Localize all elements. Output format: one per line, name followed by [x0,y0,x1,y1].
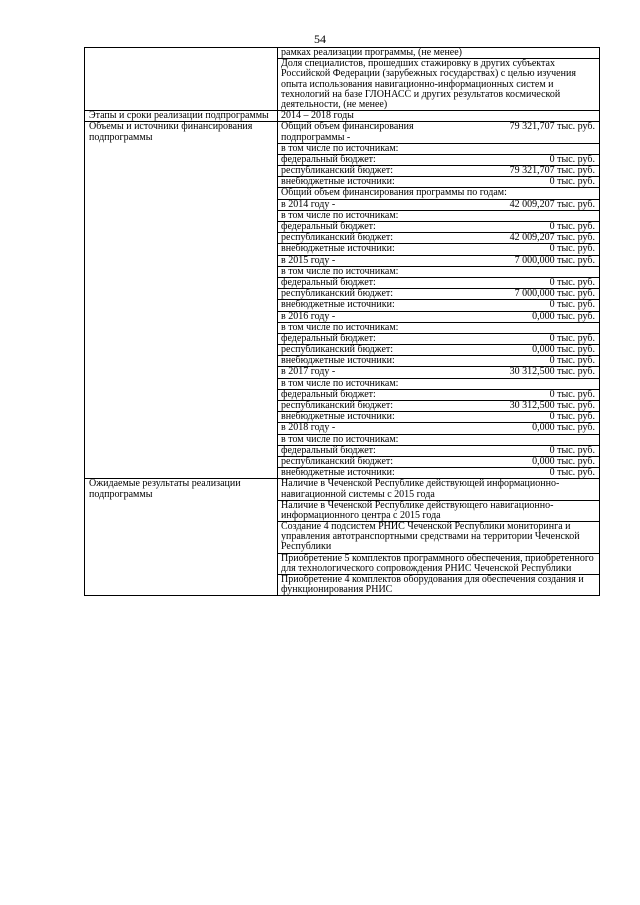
funding-row-value: 0 тыс. руб. [549,411,595,423]
funding-row-label: в 2015 году - [281,254,336,266]
funding-subheader: в том числе по источникам: [278,267,599,278]
results-label: Ожидаемые результаты реализации подпрограммы [85,479,278,596]
funding-row-value: 0 тыс. руб. [549,388,595,400]
funding-row-value: 0,000 тыс. руб. [532,455,595,467]
funding-row-label: внебюджетные источники: [281,299,395,311]
funding-row-label: федеральный бюджет: [281,388,376,400]
result-item: Приобретение 4 комплектов оборудования для обеспечения создания и функционирования РНИС [281,574,584,596]
funding-row [278,312,599,323]
funding-subheader: в том числе по источникам: [278,379,599,390]
funding-row-label: федеральный бюджет: [281,444,376,456]
funding-row-label: федеральный бюджет: [281,332,376,344]
funding-row-value: 7 000,000 тыс. руб. [514,254,595,266]
table-row [85,479,600,596]
result-item: Приобретение 5 комплектов программного обеспечения, приобретенного для технологического сопровождения РНИС Чеченской Республики [278,554,599,575]
funding-row-label: республиканский бюджет: [281,455,394,467]
page-number: 54 [314,32,326,46]
stages-value: 2014 – 2018 годы [278,111,600,122]
funding-row-label: внебюджетные источники: [281,355,395,367]
funding-row-label: республиканский бюджет: [281,344,394,356]
results-cell [278,479,600,596]
funding-row-value: 0 тыс. руб. [549,467,595,479]
funding-subheader: Общий объем финансирования программы по годам: [278,188,599,199]
funding-row-value: 0 тыс. руб. [549,243,595,255]
funding-row-value: 0,000 тыс. руб. [532,422,595,434]
funding-cell [278,122,600,479]
table-row [85,111,600,122]
funding-row-label: республиканский бюджет: [281,400,394,411]
passport-table [84,47,600,596]
funding-row-value: 0 тыс. руб. [549,332,595,344]
funding-row-value: 0 тыс. руб. [549,299,595,311]
funding-row-value: 0 тыс. руб. [549,276,595,288]
funding-row-label: внебюджетные источники: [281,411,395,423]
funding-row-value: 42 009,207 тыс. руб. [509,232,595,244]
funding-subheader: в том числе по источникам: [278,144,599,155]
funding-row [278,423,599,434]
funding-row-value: 0,000 тыс. руб. [532,310,595,322]
funding-row-label: в 2018 году - [281,422,336,434]
funding-row-value: 30 312,500 тыс. руб. [509,400,595,411]
table-row [85,48,600,59]
funding-row-value: 79 321,707 тыс. руб. [509,121,595,133]
funding-row-value: 0 тыс. руб. [549,355,595,367]
result-item: Наличие в Чеченской Республике действующего навигационно-информационного центра с 2015 года [278,501,599,522]
result-item: Наличие в Чеченской Республике действующей информационно-навигационной системы с 2015 года [278,479,599,500]
funding-subheader: в том числе по источникам: [278,211,599,222]
funding-row-value: 0 тыс. руб. [549,444,595,456]
funding-row [278,244,599,255]
funding-row-value: 0 тыс. руб. [549,153,595,165]
funding-row [278,300,599,311]
empty-label-cell [85,48,278,111]
funding-row-value: 7 000,000 тыс. руб. [514,288,595,300]
funding-row-value: 79 321,707 тыс. руб. [509,165,595,177]
funding-row-value: 0 тыс. руб. [549,221,595,232]
funding-row [278,367,599,378]
funding-row-label: федеральный бюджет: [281,153,376,165]
funding-row-label: федеральный бюджет: [281,221,376,232]
header-row-cell: рамках реализации программы, (не менее) [278,48,600,59]
funding-row-label: внебюджетные источники: [281,176,395,188]
funding-subheader: в том числе по источникам: [278,323,599,334]
table-row [85,122,600,479]
funding-row-label: республиканский бюджет: [281,232,394,244]
funding-row [278,122,599,143]
funding-row-label: в 2016 году - [281,310,336,322]
passport-table-container [84,47,600,596]
specialists-cell: Доля специалистов, прошедших стажировку в других субъектах Российской Федерации (зарубежных государствах) с целью изучения опыта использования навигационно-информационных систем и технологий на базе ГЛОНАСС и других результатов космической деятельности, (не менее) [278,59,600,111]
funding-row-label: в 2017 году - [281,366,336,378]
funding-row-value: 0,000 тыс. руб. [532,344,595,356]
funding-row-label: внебюджетные источники: [281,243,395,255]
funding-row-value: 42 009,207 тыс. руб. [509,198,595,210]
funding-row-label: федеральный бюджет: [281,276,376,288]
result-item: Создание 4 подсистем РНИС Чеченской Республики мониторинга и управления автотранспортными средствами на территории Чеченской Республики [278,522,599,554]
funding-row-value: 30 312,500 тыс. руб. [509,366,595,378]
funding-row-value: 0 тыс. руб. [549,176,595,188]
funding-row-label: республиканский бюджет: [281,165,394,177]
funding-label: Объемы и источники финансирования подпрограммы [85,122,278,479]
stages-label: Этапы и сроки реализации подпрограммы [85,111,278,122]
funding-subheader: в том числе по источникам: [278,435,599,446]
funding-row-label: республиканский бюджет: [281,288,394,300]
funding-row [278,468,599,478]
funding-row-label: Общий объем финансирования подпрограммы - [281,121,414,143]
funding-row-label: внебюджетные источники: [281,467,395,479]
funding-row-label: в 2014 году - [281,198,336,210]
